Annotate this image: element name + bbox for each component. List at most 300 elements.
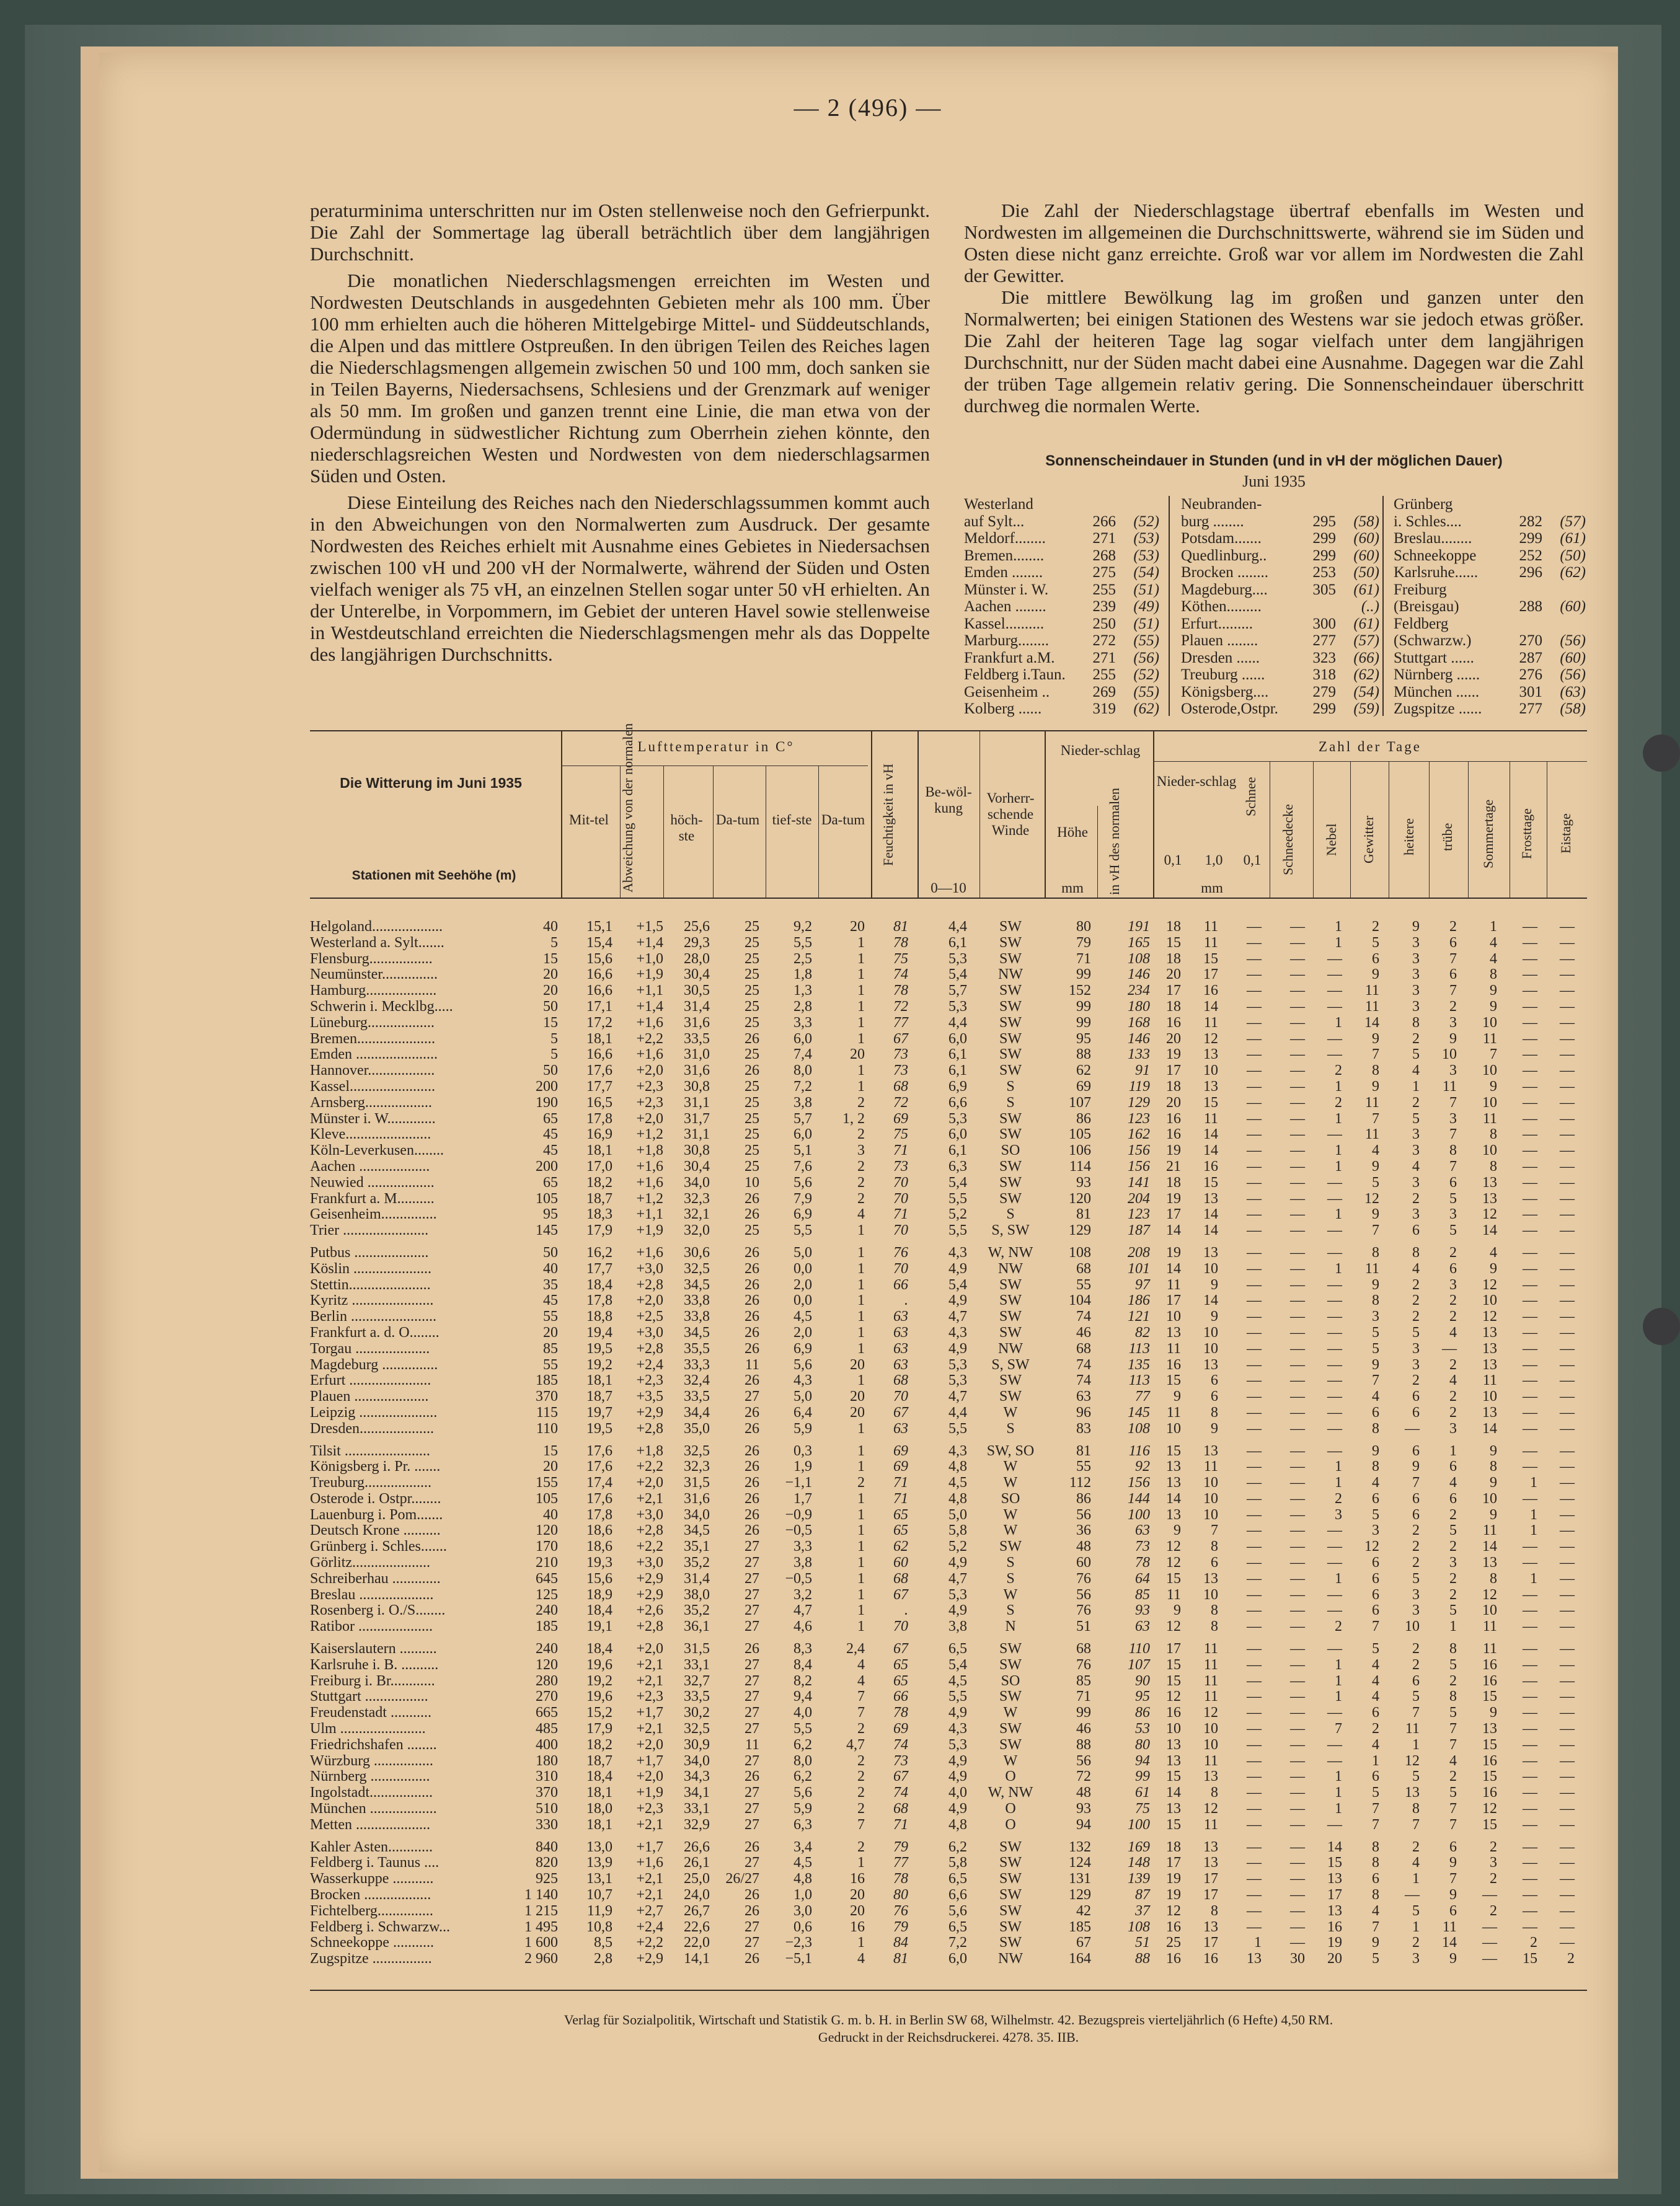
days-summer: 13 [1469,1405,1497,1421]
days-fog: — [1314,983,1342,999]
days-summer: 11 [1469,1619,1497,1635]
days-precip-10: 10 [1190,1737,1218,1754]
days-precip-01: 15 [1153,1674,1181,1690]
days-thunder: 8 [1351,1855,1379,1871]
days-frost: — [1510,1293,1537,1309]
temp-deviation: +1,7 [614,1840,663,1856]
cloudiness: 4,5 [914,1475,967,1491]
cloudiness: 5,3 [914,1373,967,1389]
precip-pct: 204 [1097,1191,1150,1207]
days-summer: 9 [1469,983,1497,999]
days-overcast: 7 [1429,1817,1457,1833]
temp-mean: 19,7 [564,1405,612,1421]
temp-min: 1,0 [769,1887,812,1904]
days-summer: 1 [1469,919,1497,935]
temp-min: 3,4 [769,1840,812,1856]
temp-min: 5,7 [769,1111,812,1127]
temp-deviation: +2,1 [614,1871,663,1887]
days-precip-01: 18 [1153,1079,1181,1095]
temp-deviation: +1,4 [614,935,663,951]
days-snowcover: — [1277,1357,1305,1374]
days-frost: — [1510,1325,1537,1341]
bewoelkung-unit: 0—10 [921,880,976,896]
days-overcast: 3 [1429,1277,1457,1294]
days-thunder: 11 [1351,1095,1379,1111]
temp-max-date: 25 [713,1111,759,1127]
temp-mean: 17,0 [564,1159,612,1175]
temp-min-date: 20 [815,1389,865,1405]
days-frost: — [1510,935,1537,951]
temp-min-date: 1 [815,1855,865,1871]
sunshine-row [964,530,1159,547]
days-snowcover: — [1277,1095,1305,1111]
days-precip-01: 18 [1153,951,1181,968]
station-name: Rosenberg i. O./S........ [310,1603,546,1619]
days-snowcover: — [1277,967,1305,983]
days-overcast: 1 [1429,1444,1457,1460]
temp-deviation: +2,2 [614,1935,663,1951]
sunshine-hours: 287 [1508,650,1542,667]
sunshine-percent: (51) [1116,615,1159,633]
temp-deviation: +2,0 [614,1641,663,1657]
temp-min-date: 1 [815,951,865,968]
days-snowcover: — [1277,1603,1305,1619]
altitude: 125 [508,1587,558,1604]
days-precip-10: 14 [1190,1223,1218,1239]
days-precip-01: 10 [1153,1421,1181,1437]
sunshine-percent: (..) [1336,598,1379,615]
days-overcast: 5 [1429,1223,1457,1239]
footer [310,2011,1587,2046]
sunshine-percent: (50) [1336,564,1379,581]
temp-max: 31,6 [663,1063,710,1079]
humidity: 75 [871,951,908,968]
days-overcast: 5 [1429,1191,1457,1207]
precip-pct: 86 [1097,1705,1150,1721]
days-snow: — [1234,1619,1262,1635]
temp-min: 6,9 [769,1207,812,1223]
days-frost: — [1510,1143,1537,1159]
temp-min-date: 2 [815,1191,865,1207]
days-overcast: 2 [1429,1389,1457,1405]
precip-pct: 101 [1097,1261,1150,1277]
temp-max-date: 25 [713,983,759,999]
sunshine-hours: 239 [1082,598,1116,615]
sunshine-row [1394,615,1586,633]
days-precip-01: 16 [1153,1127,1181,1143]
hoehe-label: Höhe [1048,824,1097,840]
days-clear: 3 [1392,999,1420,1015]
temp-deviation: +2,1 [614,1674,663,1690]
days-precip-10: 6 [1190,1389,1218,1405]
days-frost: — [1510,1047,1537,1063]
temp-mean: 18,3 [564,1207,612,1223]
temp-max: 25,0 [663,1871,710,1887]
days-precip-01: 13 [1153,1754,1181,1770]
days-precip-10: 11 [1190,1459,1218,1475]
days-snow: — [1234,1571,1262,1587]
cloudiness: 4,8 [914,1491,967,1507]
eistage-label: Eistage [1558,800,1574,868]
humidity: 65 [871,1523,908,1539]
temp-deviation: +2,3 [614,1079,663,1095]
divider [1382,496,1384,716]
temp-min: 4,5 [769,1855,812,1871]
days-snow: — [1234,1245,1262,1261]
humidity: . [871,1603,908,1619]
humidity: 69 [871,1459,908,1475]
temp-min: 2,0 [769,1325,812,1341]
punch-hole [1643,735,1680,772]
days-summer: 14 [1469,1539,1497,1555]
threshold-1: 0,1 [1154,852,1191,868]
days-fog: — [1314,1127,1342,1143]
temp-deviation: +2,3 [614,1095,663,1111]
humidity: 70 [871,1389,908,1405]
temp-max-date: 26 [713,1373,759,1389]
days-clear: 3 [1392,1587,1420,1604]
days-summer: 15 [1469,1689,1497,1705]
days-overcast: 3 [1429,1063,1457,1079]
days-snow: — [1234,1293,1262,1309]
days-ice: — [1547,1619,1575,1635]
station-name: Ratibor .................... [310,1619,546,1635]
days-overcast: 1 [1429,1619,1457,1635]
days-thunder: 7 [1351,1223,1379,1239]
days-thunder: 6 [1351,1491,1379,1507]
days-ice: — [1547,1507,1575,1524]
days-summer: 9 [1469,1507,1497,1524]
days-precip-10: 15 [1190,1095,1218,1111]
temp-max: 35,1 [663,1539,710,1555]
humidity: 69 [871,1111,908,1127]
days-precip-01: 15 [1153,1769,1181,1785]
days-ice: — [1547,1603,1575,1619]
days-overcast: 4 [1429,1754,1457,1770]
sunshine-station: Meldorf........ [964,530,1082,547]
days-precip-01: 11 [1153,1587,1181,1604]
temp-mean: 13,1 [564,1871,612,1887]
temp-min-date: 7 [815,1817,865,1833]
wind: SW [976,1641,1045,1657]
sunshine-percent: (62) [1336,666,1379,684]
temp-min: 6,2 [769,1737,812,1754]
days-overcast: 2 [1429,1674,1457,1690]
days-precip-10: 8 [1190,1539,1218,1555]
zahl-der-tage-label: Zahl der Tage [1156,739,1584,755]
days-snow: — [1234,1325,1262,1341]
days-overcast: 2 [1429,1309,1457,1325]
days-precip-10: 15 [1190,1175,1218,1191]
temp-max-date: 11 [713,1737,759,1754]
temp-max-date: 27 [713,1689,759,1705]
temp-max-date: 27 [713,1389,759,1405]
days-fog: — [1314,1223,1342,1239]
temp-max-date: 27 [713,1571,759,1587]
sunshine-station: Quedlinburg.. [1181,547,1302,565]
days-precip-01: 14 [1153,1785,1181,1801]
days-precip-01: 20 [1153,967,1181,983]
station-name: Dresden.................... [310,1421,546,1437]
days-precip-10: 9 [1190,1421,1218,1437]
temp-min-date: 2,4 [815,1641,865,1657]
days-overcast: 7 [1429,1127,1457,1143]
cloudiness: 5,0 [914,1507,967,1524]
temp-min-date: 3 [815,1143,865,1159]
sunshine-station: Osterode,Ostpr. [1181,700,1302,718]
days-overcast: 2 [1429,1245,1457,1261]
temp-max: 31,4 [663,1571,710,1587]
days-clear: 3 [1392,1175,1420,1191]
days-frost: — [1510,1817,1537,1833]
altitude: 145 [508,1223,558,1239]
days-precip-10: 10 [1190,1475,1218,1491]
temp-deviation: +2,1 [614,1817,663,1833]
station-name: Berlin ....................... [310,1309,546,1325]
temp-min: 5,5 [769,1721,812,1737]
days-fog: 1 [1314,1801,1342,1817]
wind: SO [976,1674,1045,1690]
days-summer: 3 [1469,1855,1497,1871]
precip-mm: 129 [1048,1887,1091,1904]
days-summer: 2 [1469,1840,1497,1856]
temp-mean: 19,5 [564,1421,612,1437]
temp-min-date: 1 [815,983,865,999]
temp-min-date: 1 [815,1935,865,1951]
temp-min: 2,8 [769,999,812,1015]
temp-min: 0,0 [769,1261,812,1277]
temp-min: 8,0 [769,1754,812,1770]
days-snowcover: — [1277,1555,1305,1571]
days-snow: — [1234,1785,1262,1801]
days-snow: — [1234,1603,1262,1619]
temp-min-date: 1 [815,1277,865,1294]
sunshine-station: Potsdam....... [1181,530,1302,547]
wind: SW [976,919,1045,935]
station-name: Putbus .................... [310,1245,546,1261]
wind: O [976,1769,1045,1785]
days-precip-10: 12 [1190,1705,1218,1721]
temp-min-date: 20 [815,919,865,935]
temp-deviation: +2,1 [614,1887,663,1904]
sunshine-hours: 299 [1302,547,1336,565]
days-precip-01: 17 [1153,1063,1181,1079]
days-snow: — [1234,1079,1262,1095]
sunshine-row [1394,547,1586,565]
temp-deviation: +2,8 [614,1277,663,1294]
temp-min-date: 1 [815,1063,865,1079]
sunshine-station: München ...... [1394,684,1508,701]
precip-mm: 55 [1048,1459,1091,1475]
precip-pct: 139 [1097,1871,1150,1887]
precip-pct: 146 [1097,1031,1150,1048]
cloudiness: 5,2 [914,1207,967,1223]
temp-min: 5,6 [769,1175,812,1191]
days-fog: 14 [1314,1840,1342,1856]
temp-min: 6,0 [769,1031,812,1048]
days-thunder: 9 [1351,1031,1379,1048]
station-name: Neuwied .................. [310,1175,546,1191]
temp-mean: 19,3 [564,1555,612,1571]
days-snow: — [1234,1491,1262,1507]
days-summer: 11 [1469,1031,1497,1048]
station-name: Würzburg ................ [310,1754,546,1770]
wind: NW [976,1341,1045,1357]
days-frost: — [1510,1920,1537,1936]
humidity: 77 [871,1855,908,1871]
station-name: Königsberg i. Pr. ....... [310,1459,546,1475]
days-ice: — [1547,1405,1575,1421]
cloudiness: 4,3 [914,1245,967,1261]
humidity: 69 [871,1444,908,1460]
days-thunder: 11 [1351,1127,1379,1143]
days-snowcover: — [1277,1079,1305,1095]
station-name: Aachen ................... [310,1159,546,1175]
sunshine-row [1181,581,1379,599]
days-thunder: 7 [1351,1817,1379,1833]
threshold-2: 1,0 [1195,852,1232,868]
humidity: 74 [871,1737,908,1754]
days-snowcover: — [1277,1405,1305,1421]
days-frost: — [1510,1191,1537,1207]
precip-pct: 87 [1097,1887,1150,1904]
temp-max: 31,6 [663,1015,710,1031]
temp-max-date: 25 [713,1143,759,1159]
days-precip-10: 11 [1190,1111,1218,1127]
precip-mm: 63 [1048,1389,1091,1405]
days-snowcover: — [1277,1341,1305,1357]
temp-min: 0,6 [769,1920,812,1936]
station-name: Neumünster............... [310,967,546,983]
days-snowcover: — [1277,1373,1305,1389]
days-frost: — [1510,1491,1537,1507]
days-fog: 1 [1314,1459,1342,1475]
temp-max: 31,5 [663,1475,710,1491]
temp-min: 8,2 [769,1674,812,1690]
wind: S [976,1079,1045,1095]
precip-pct: 108 [1097,1920,1150,1936]
sunshine-hours: 250 [1082,615,1116,633]
days-precip-10: 11 [1190,935,1218,951]
days-ice: — [1547,1143,1575,1159]
temp-min-date: 2 [815,1095,865,1111]
days-summer: 14 [1469,1421,1497,1437]
temp-max-date: 26 [713,1191,759,1207]
altitude: 270 [508,1689,558,1705]
days-precip-01: 15 [1153,1373,1181,1389]
days-clear: 2 [1392,1523,1420,1539]
temp-deviation: +1,2 [614,1191,663,1207]
sunshine-hours: 275 [1082,564,1116,581]
days-overcast: — [1429,1341,1457,1357]
temp-max-date: 26 [713,1405,759,1421]
temp-max: 22,6 [663,1920,710,1936]
temp-deviation: +1,4 [614,999,663,1015]
altitude: 200 [508,1079,558,1095]
altitude: 120 [508,1657,558,1674]
days-precip-10: 10 [1190,1261,1218,1277]
days-snowcover: — [1277,1111,1305,1127]
days-snowcover: — [1277,1920,1305,1936]
days-frost: — [1510,919,1537,935]
days-precip-10: 14 [1190,1127,1218,1143]
days-clear: 2 [1392,1309,1420,1325]
temp-max-date: 27 [713,1754,759,1770]
precip-pct: 145 [1097,1405,1150,1421]
precip-mm: 96 [1048,1405,1091,1421]
days-precip-10: 14 [1190,1143,1218,1159]
days-snowcover: — [1277,1801,1305,1817]
days-precip-10: 10 [1190,1491,1218,1507]
temp-deviation: +1,1 [614,983,663,999]
altitude: 170 [508,1539,558,1555]
station-name: Leipzig ..................... [310,1405,546,1421]
temp-max: 33,1 [663,1657,710,1674]
wind: W [976,1507,1045,1524]
lufttemp-label: Lufttemperatur in C° [564,739,868,755]
days-overcast: 9 [1429,1031,1457,1048]
precip-mm: 42 [1048,1904,1091,1920]
precip-pct: 61 [1097,1785,1150,1801]
sunshine-hours: 270 [1508,632,1542,650]
temp-max-date: 26 [713,1840,759,1856]
days-snowcover: — [1277,1587,1305,1604]
days-snow: 1 [1234,1935,1262,1951]
days-overcast: 9 [1429,1951,1457,1967]
station-name: Lauenburg i. Pom....... [310,1507,546,1524]
days-clear: 6 [1392,1491,1420,1507]
days-snowcover: — [1277,1277,1305,1294]
days-ice: — [1547,1325,1575,1341]
days-clear: 1 [1392,1920,1420,1936]
precip-pct: 113 [1097,1373,1150,1389]
days-frost: — [1510,951,1537,968]
days-precip-01: 12 [1153,1689,1181,1705]
days-snow: — [1234,1063,1262,1079]
temp-mean: 17,9 [564,1223,612,1239]
sunshine-station: Schneekoppe [1394,547,1508,565]
sunshine-hours: 268 [1082,547,1116,565]
temp-deviation: +1,9 [614,1785,663,1801]
sunshine-hours [1302,598,1336,615]
temp-deviation: +1,6 [614,1047,663,1063]
days-fog: 1 [1314,1571,1342,1587]
temp-mean: 18,0 [564,1801,612,1817]
days-clear: 2 [1392,1641,1420,1657]
days-snow: — [1234,1769,1262,1785]
days-snowcover: — [1277,1421,1305,1437]
temp-min-date: 1 [815,1015,865,1031]
days-snowcover: 30 [1277,1951,1305,1967]
wind: SW [976,1015,1045,1031]
frosttage-label: Frosttage [1519,787,1535,880]
days-overcast: 6 [1429,1491,1457,1507]
days-snowcover: — [1277,1015,1305,1031]
station-name: Görlitz..................... [310,1555,546,1571]
temp-max: 31,7 [663,1111,710,1127]
temp-min-date: 1 [815,1491,865,1507]
humidity: 63 [871,1309,908,1325]
sunshine-percent: (61) [1336,581,1379,599]
days-summer: 4 [1469,1245,1497,1261]
days-precip-01: 9 [1153,1523,1181,1539]
precip-mm: 68 [1048,1641,1091,1657]
temp-deviation: +2,0 [614,1769,663,1785]
sunshine-percent: (58) [1542,700,1586,718]
temp-deviation: +2,9 [614,1405,663,1421]
altitude: 180 [508,1754,558,1770]
temp-min: 0,0 [769,1293,812,1309]
